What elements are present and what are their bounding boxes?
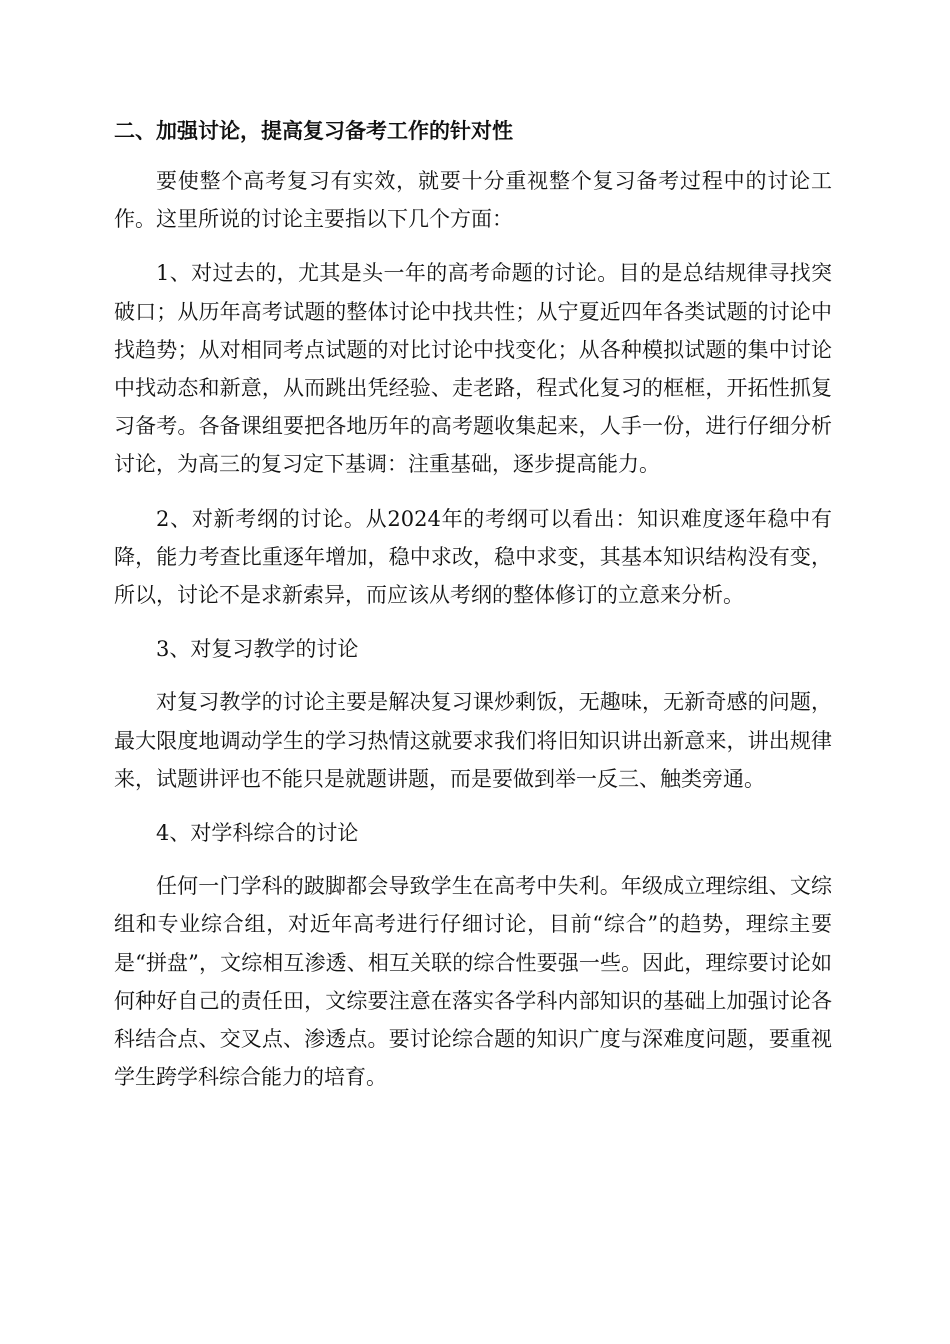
section-heading: 二、加强讨论，提高复习备考工作的针对性 — [114, 119, 513, 143]
document-page — [114, 112, 832, 1112]
subheading-item-3: 3、对复习教学的讨论 — [156, 637, 359, 662]
paragraph-item-3-body: 对复习教学的讨论主要是解决复习课炒剩饭，无趣味，无新奇感的问题，最大限度地调动学生的学习热情这就要求我们将旧知识讲出新意来，讲出规律来，试题讲评也不能只是就题讲题，而是要做到举一反三、触类旁通。 — [114, 690, 832, 791]
subheading-item-4: 4、对学科综合的讨论 — [156, 821, 359, 846]
paragraph-item-4-body: 任何一门学科的跛脚都会导致学生在高考中失利。年级成立理综组、文综组和专业综合组，对近年高考进行仔细讨论，目前“综合”的趋势，理综主要是“拼盘”，文综相互渗透、相互关联的综合性要强一些。因此，理综要讨论如何种好自己的责任田，文综要注意在落实各学科内部知识的基础上加强讨论各科结合点、交叉点、渗透点。要讨论综合题的知识广度与深难度问题，要重视学生跨学科综合能力的培育。 — [114, 874, 832, 1090]
paragraph-intro: 要使整个高考复习有实效，就要十分重视整个复习备考过程中的讨论工作。这里所说的讨论主要指以下几个方面： — [114, 169, 832, 232]
paragraph-item-1: 1、对过去的，尤其是头一年的高考命题的讨论。目的是总结规律寻找突破口；从历年高考试题的整体讨论中找共性；从宁夏近四年各类试题的讨论中找趋势；从对相同考点试题的对比讨论中找变化；从各种模拟试题的集中讨论中找动态和新意，从而跳出凭经验、走老路，程式化复习的框框，开拓性抓复习备考。各备课组要把各地历年的高考题收集起来，人手一份，进行仔细分析讨论，为高三的复习定下基调：注重基础，逐步提高能力。 — [114, 261, 832, 477]
paragraph-item-2: 2、对新考纲的讨论。从2024年的考纲可以看出：知识难度逐年稳中有降，能力考查比重逐年增加，稳中求改，稳中求变，其基本知识结构没有变，所以，讨论不是求新索异，而应该从考纲的整体修订的立意来分析。 — [114, 506, 832, 608]
